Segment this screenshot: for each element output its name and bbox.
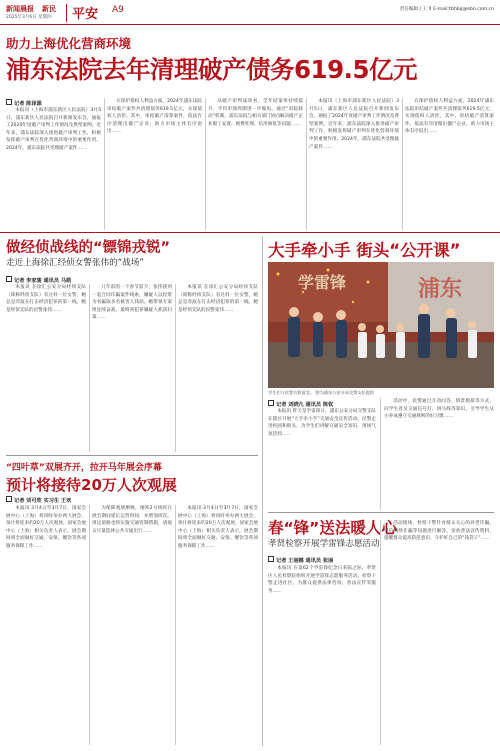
article4-col1 xyxy=(268,408,376,508)
masthead xyxy=(0,0,500,30)
article5-col2 xyxy=(384,520,494,745)
article1-paragraph: 本报讯（上海市浦东新区人民法院）3月5日，浦东新区人民法院召开新闻发布会，通报了2024年度破产审判工作情况及典型案例。近年来，浦东法院深入推进破产审判工作，积极发挥破产审判在优化营商环境中的重要作用。2024年，浦东法院共受理破产案件…… xyxy=(6,108,101,151)
article2-byline: 记者 李家骏 通讯员 马皓 xyxy=(6,276,71,284)
article4-col2 xyxy=(384,398,494,508)
article2-headline: 做经侦战线的“镖锦戎锐” xyxy=(6,240,171,256)
article4-paragraph: 本报讯 昨天是学雷锋日，浦东公安分局交警支队在辖区开展“大手牵小手”交通安全宣传活动。民警走进校园和街头，为学生们讲解交通安全知识，现场气氛热烈…… xyxy=(268,409,376,437)
article2-paragraph: 几年前的一个春节前夕，张伟接到一起合同诈骗案件线索，嫌疑人以投资为名骗取多名被害人钱款。她带领专案组连续奋战，最终将犯罪嫌疑人抓获归案…… xyxy=(92,285,172,321)
article5-subhead: 孝贤检察开展学雷锋志愿活动 xyxy=(268,539,380,549)
article3-kicker: “四叶草”双展齐开，拉开马年展会序幕 xyxy=(6,463,162,473)
photo-banner-text: 学雷锋 xyxy=(298,273,347,292)
article2-byline-marker xyxy=(6,276,12,282)
article5-paragraph: 活动现场，检察干警针对群众关心的养老诈骗、电信网络诈骗等问题进行解答，发放普法宣传资料，提醒群众提高防范意识，守护好自己的“钱袋子”…… xyxy=(384,521,494,542)
photo-sign-text: 浦东 xyxy=(418,276,463,302)
article4-byline-marker xyxy=(268,400,274,406)
article2-bottom-rule xyxy=(6,455,258,456)
article1-col2 xyxy=(107,98,202,229)
paper-tag: 新民 xyxy=(42,4,56,13)
article1-byline-marker xyxy=(6,99,12,105)
article2-col3 xyxy=(178,284,258,452)
article5-col1 xyxy=(268,565,376,745)
news-photo xyxy=(268,262,494,388)
article3-paragraph: 本报讯 3月4日至3月7日，国家会展中心（上海）将同时举办两大展会，预计将迎来约20万人次观展。国家会展中心（上海）相关负责人表示，展会期间将全面做好交通、安保、餐饮等各项服务保障工作…… xyxy=(6,506,86,549)
article1-paragraph: 本报讯（上海市浦东新区人民法院）3月5日，浦东新区人民法院召开新闻发布会，通报了2024年度破产审判工作情况及典型案例。近年来，浦东法院深入推进破产审判工作，积极发挥破产审判在优化营商环境中的重要作用。2024年，浦东法院共受理破产案件…… xyxy=(309,99,399,150)
article3-byline-marker xyxy=(6,496,12,502)
article1-bottom-rule xyxy=(0,232,500,233)
article3-paragraph: 本报讯 3月4日至3月7日，国家会展中心（上海）将同时举办两大展会，预计将迎来约20万人次观展。国家会展中心（上海）相关负责人表示，展会期间将全面做好交通、安保、餐饮等各项服务保障工作…… xyxy=(178,506,258,549)
article1-col3 xyxy=(208,98,303,229)
page-number: A9 xyxy=(112,5,124,15)
article5-byline: 记者 王丽娜 通讯员 张丽 xyxy=(268,556,333,564)
masthead-rule xyxy=(0,24,500,25)
masthead-divider xyxy=(66,4,67,22)
article5-paragraph: 本报讯 在第62个学雷锋纪念日来临之际，奉贤区人民检察院组织开展学雷锋志愿服务活动。检察干警走进社区，为群众提供法律咨询、普法宣传等服务…… xyxy=(268,566,376,594)
article3-byline: 记者 刘可欣 实习生 王欢 xyxy=(6,496,71,504)
article1-paragraph: 从破产审判质效看，全年结案率持续提升，平均审理周期进一步缩短。通过“府院联动”机制，浦东法院与相关部门协同解决破产企业职工安置、税费处理、信用修复等问题…… xyxy=(208,99,303,127)
photo-caption: 学生们与民警合影留念。 图为浦东公安分局交警支队提供 xyxy=(268,390,375,395)
date-line: 2025年3月6日 星期四 xyxy=(6,15,52,20)
article3-col1 xyxy=(6,505,86,745)
article1-paragraph: 在保护债权人利益方面，2024年浦东法院审结破产案件共清理债务619.5亿元，实现债权人清偿。其中，审结破产清算案件，依法有序清理出僵尸企业，助力市场主体有序退出…… xyxy=(107,99,202,135)
article3-col2 xyxy=(92,505,172,745)
section-name: 平安 xyxy=(72,7,99,22)
article2-subhead: 走近上海徐汇经侦女警张伟的“战场” xyxy=(6,258,144,268)
article2-paragraph: 本报讯 在徐汇公安分局经侦支队（简称经侦支队）有这样一位女警，她总是奔波在打击经济犯罪的第一线。她是经侦支队的民警张伟…… xyxy=(6,285,86,313)
article1-headline: 浦东法院去年清理破产债务619.5亿元 xyxy=(6,55,417,84)
article2-col1 xyxy=(6,284,86,452)
article1-col4 xyxy=(309,98,399,229)
article3-paragraph: 为保障观展顺畅，地铁2号线将在展会期间延长运营时间，并增加班次。周边道路也将实施交通管制措施，请观众尽量选择公共交通出行…… xyxy=(92,506,172,534)
article4-bottom-rule xyxy=(268,512,494,513)
article4-byline: 记者 刘晓凡 通讯员 陈钦 xyxy=(268,400,333,408)
article2-col2 xyxy=(92,284,172,452)
article5-headline: 春“锋”送法暖人心 xyxy=(268,519,397,537)
article1-col1 xyxy=(6,107,101,229)
article2-paragraph: 本报讯 在徐汇公安分局经侦支队（简称经侦支队）有这样一位女警，她总是奔波在打击经济犯罪的第一线。她是经侦支队的民警张伟…… xyxy=(178,285,258,313)
article3-col3 xyxy=(178,505,258,745)
article4-paragraph: 活动中，民警通过互动问答、情景模拟等方式，向学生普及交通信号灯、斑马线等知识，引导学生从小养成遵守交通规则的好习惯…… xyxy=(384,399,494,420)
editor-line: 责任编辑 / 王 X E-mail:tbhbq@ebn.com.cn xyxy=(399,7,494,12)
article3-headline: 预计将接待20万人次观展 xyxy=(6,476,177,494)
paper-name: 新闻晨报 xyxy=(6,4,34,13)
article4-headline: 大手牵小手 街头“公开课” xyxy=(268,241,461,260)
article5-byline-marker xyxy=(268,556,274,562)
article1-byline: 记者 陈泽源 xyxy=(6,99,42,107)
article1-col5 xyxy=(405,98,494,229)
article1-kicker: 助力上海优化营商环境 xyxy=(6,36,132,51)
article1-paragraph: 在保护债权人利益方面，2024年浦东法院审结破产案件共清理债务619.5亿元，实现债权人清偿。其中，审结破产清算案件，依法有序清理出僵尸企业，助力市场主体有序退出…… xyxy=(405,99,494,135)
